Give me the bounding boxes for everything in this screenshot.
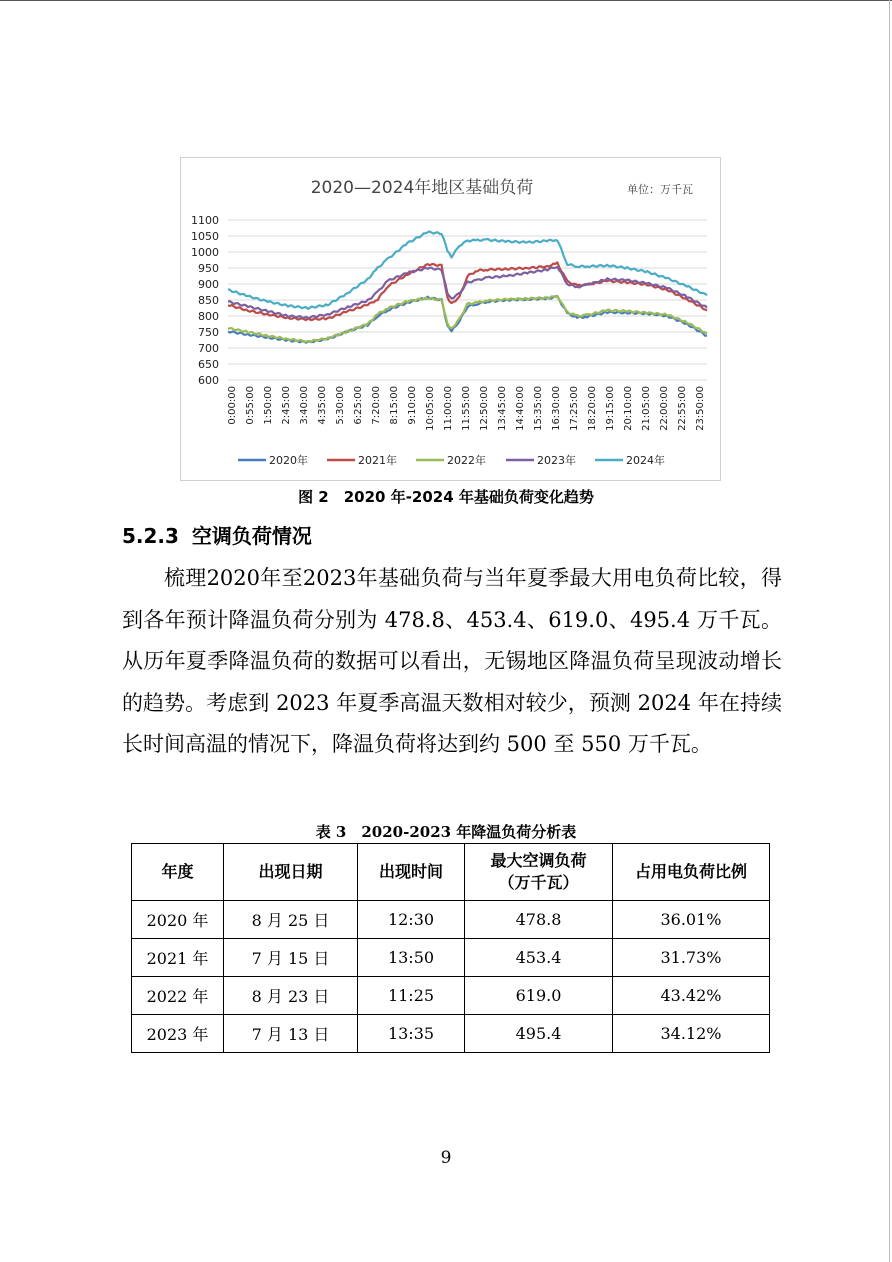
- y-tick-label: 1000: [191, 246, 219, 259]
- cell-max: 495.4: [465, 1015, 613, 1053]
- y-tick-label: 850: [198, 294, 219, 307]
- x-tick-label: 5:30:00: [334, 386, 346, 425]
- x-tick-label: 7:20:00: [370, 386, 382, 425]
- x-tick-label: 1:50:00: [262, 386, 274, 425]
- header-max-ac-line1: 最大空调负荷: [490, 851, 587, 870]
- x-tick-label: 8:15:00: [388, 386, 400, 425]
- x-tick-label: 4:35:00: [316, 386, 328, 425]
- x-tick-label: 22:55:00: [676, 386, 688, 431]
- section-title: 空调负荷情况: [191, 524, 312, 548]
- cell-max: 453.4: [465, 939, 613, 977]
- x-tick-label: 19:15:00: [604, 386, 616, 431]
- cell-ratio: 34.12%: [613, 1015, 770, 1053]
- cell-year: 2021 年: [132, 939, 224, 977]
- cell-ratio: 43.42%: [613, 977, 770, 1015]
- y-tick-label: 600: [198, 374, 219, 387]
- legend-label: 2020年: [269, 454, 308, 467]
- cell-max: 619.0: [465, 977, 613, 1015]
- header-time: 出现时间: [358, 844, 465, 901]
- cell-ratio: 36.01%: [613, 901, 770, 939]
- y-tick-label: 650: [198, 358, 219, 371]
- x-tick-label: 3:40:00: [298, 386, 310, 425]
- header-ratio: 占用电负荷比例: [613, 844, 770, 901]
- x-tick-label: 20:10:00: [622, 386, 634, 431]
- header-year: 年度: [132, 844, 224, 901]
- x-tick-label: 23:50:00: [694, 386, 706, 431]
- cell-time: 13:35: [358, 1015, 465, 1053]
- page-right-border: [889, 0, 890, 1262]
- y-tick-label: 750: [198, 326, 219, 339]
- table-caption: 表 3 2020-2023 年降温负荷分析表: [315, 823, 577, 841]
- x-tick-label: 10:05:00: [424, 386, 436, 431]
- chart-title: 2020—2024年地区基础负荷: [310, 178, 534, 198]
- header-max-ac-load: [465, 844, 613, 901]
- x-tick-label: 13:45:00: [496, 386, 508, 431]
- x-tick-label: 18:20:00: [586, 386, 598, 431]
- cell-year: 2022 年: [132, 977, 224, 1015]
- page-top-border: [0, 0, 892, 1]
- header-date: 出现日期: [224, 844, 358, 901]
- chart-svg: [181, 158, 722, 482]
- x-tick-label: 14:40:00: [514, 386, 526, 431]
- x-tick-label: 2:45:00: [280, 386, 292, 425]
- chart-unit-label: 单位：万千瓦: [627, 183, 693, 196]
- table-row: [132, 977, 770, 1015]
- x-tick-label: 9:10:00: [406, 386, 418, 425]
- cell-ratio: 31.73%: [613, 939, 770, 977]
- cell-year: 2023 年: [132, 1015, 224, 1053]
- cell-date: 7 月 13 日: [224, 1015, 358, 1053]
- legend-label: 2024年: [626, 454, 665, 467]
- table-row: [132, 901, 770, 939]
- y-tick-label: 950: [198, 262, 219, 275]
- x-tick-label: 11:55:00: [460, 386, 472, 431]
- legend-label: 2021年: [358, 454, 397, 467]
- x-tick-label: 21:05:00: [640, 386, 652, 431]
- y-tick-label: 1100: [191, 214, 219, 227]
- cell-date: 8 月 25 日: [224, 901, 358, 939]
- x-tick-label: 22:00:00: [658, 386, 670, 431]
- load-trend-chart: [180, 157, 721, 481]
- series-line: [228, 231, 707, 309]
- cell-max: 478.8: [465, 901, 613, 939]
- y-tick-label: 1050: [191, 230, 219, 243]
- cell-date: 8 月 23 日: [224, 977, 358, 1015]
- header-max-ac-line2: （万千瓦）: [498, 873, 579, 892]
- x-tick-label: 12:50:00: [478, 386, 490, 431]
- section-heading: [122, 520, 312, 549]
- y-tick-label: 800: [198, 310, 219, 323]
- table-header-row: [132, 844, 770, 901]
- cell-time: 12:30: [358, 901, 465, 939]
- x-tick-label: 11:00:00: [442, 386, 454, 431]
- x-tick-label: 15:35:00: [532, 386, 544, 431]
- cell-time: 13:50: [358, 939, 465, 977]
- table-row: [132, 939, 770, 977]
- cooling-load-table: [131, 843, 770, 1053]
- legend-label: 2023年: [537, 454, 576, 467]
- figure-caption: 图 2 2020 年-2024 年基础负荷变化趋势: [298, 488, 594, 506]
- x-tick-label: 17:25:00: [568, 386, 580, 431]
- legend-label: 2022年: [447, 454, 486, 467]
- x-tick-label: 0:00:00: [227, 386, 238, 425]
- x-tick-label: 6:25:00: [352, 386, 364, 425]
- cell-year: 2020 年: [132, 901, 224, 939]
- cell-date: 7 月 15 日: [224, 939, 358, 977]
- y-tick-label: 900: [198, 278, 219, 291]
- x-tick-label: 16:30:00: [550, 386, 562, 431]
- table-row: [132, 1015, 770, 1053]
- x-tick-label: 0:55:00: [244, 386, 256, 425]
- page-number: 9: [440, 1148, 452, 1168]
- cell-time: 11:25: [358, 977, 465, 1015]
- y-tick-label: 700: [198, 342, 219, 355]
- section-number: 5.2.3: [122, 524, 179, 548]
- body-paragraph: 梳理2020年至2023年基础负荷与当年夏季最大用电负荷比较，得到各年预计降温负荷分别为 478.8、453.4、619.0、495.4 万千瓦。从历年夏季降温负荷的数据可以看出，无锡地区降温负荷呈现波动增长的趋势。考虑到 2023 年夏季高温天数相对较少，预测 2024 年在持续长时间高温的情况下，降温负荷将达到约 500 至 550 万千瓦。: [122, 566, 782, 756]
